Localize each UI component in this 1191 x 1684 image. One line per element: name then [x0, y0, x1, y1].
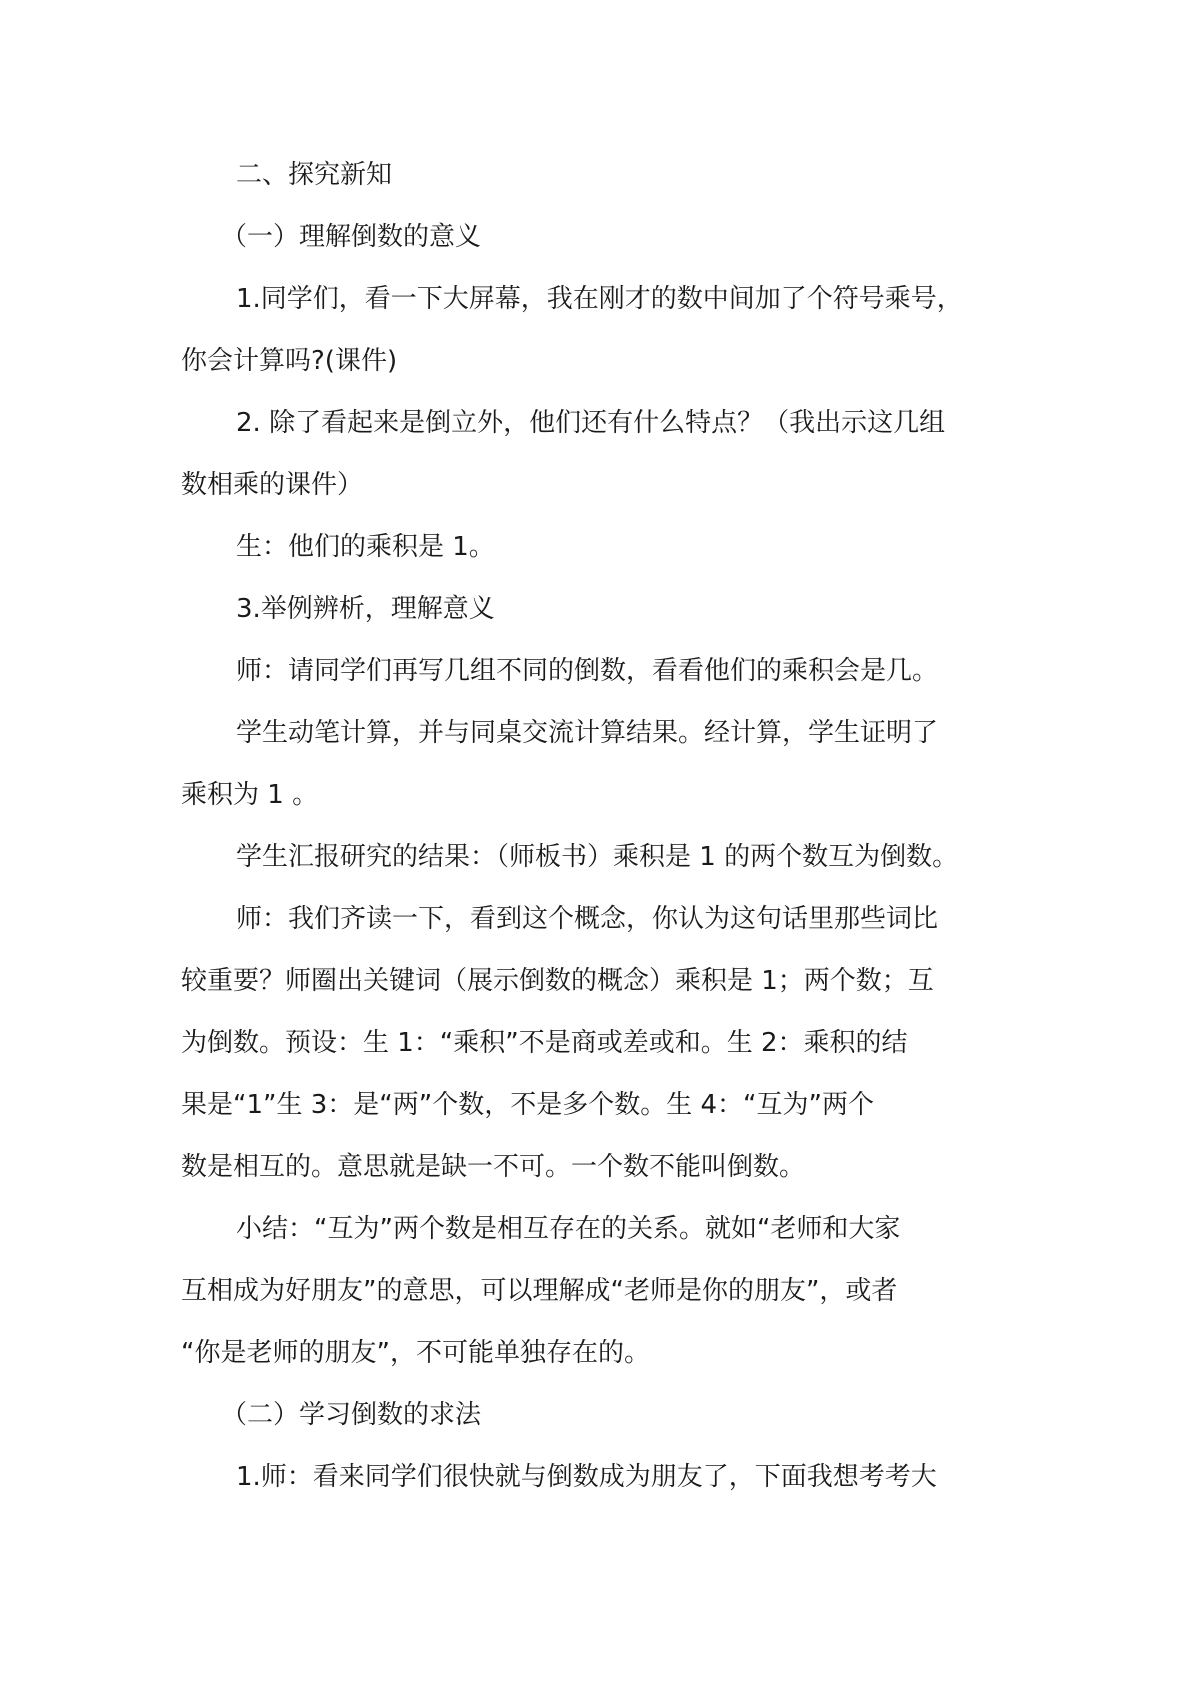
paragraph-line: 师：我们齐读一下，看到这个概念，你认为这句话里那些词比: [236, 904, 939, 934]
paragraph-line: 3.举例辨析，理解意义: [236, 594, 495, 624]
paragraph-line: 互相成为好朋友”的意思，可以理解成“老师是你的朋友”，或者: [181, 1276, 898, 1306]
section-heading: 二、探究新知: [236, 160, 393, 190]
paragraph-line: 1.同学们，看一下大屏幕，我在刚才的数中间加了个符号乘号，: [236, 284, 963, 314]
paragraph-line: 乘积为 1 。: [181, 780, 319, 810]
paragraph-line: 较重要？师圈出关键词（展示倒数的概念）乘积是 1；两个数；互: [181, 966, 934, 996]
paragraph-line: 学生动笔计算，并与同桌交流计算结果。经计算，学生证明了: [236, 718, 939, 748]
paragraph-line: 学生汇报研究的结果：（师板书）乘积是 1 的两个数互为倒数。: [236, 842, 959, 872]
paragraph-line: 生：他们的乘积是 1。: [236, 532, 495, 562]
paragraph-line: 数是相互的。意思就是缺一不可。一个数不能叫倒数。: [181, 1152, 806, 1182]
paragraph-line: 2. 除了看起来是倒立外，他们还有什么特点？（我出示这几组: [236, 408, 946, 438]
paragraph-line: 小结：“互为”两个数是相互存在的关系。就如“老师和大家: [236, 1214, 901, 1244]
paragraph-line: 为倒数。预设：生 1：“乘积”不是商或差或和。生 2：乘积的结: [181, 1028, 908, 1058]
paragraph-line: 你会计算吗?(课件): [181, 346, 398, 376]
paragraph-line: 1.师：看来同学们很快就与倒数成为朋友了，下面我想考考大: [236, 1462, 937, 1492]
paragraph-line: 师：请同学们再写几组不同的倒数，看看他们的乘积会是几。: [236, 656, 939, 686]
subsection-heading: （一）理解倒数的意义: [221, 222, 482, 252]
paragraph-line: 果是“1”生 3：是“两”个数，不是多个数。生 4：“互为”两个: [181, 1090, 874, 1120]
paragraph-line: “你是老师的朋友”，不可能单独存在的。: [181, 1338, 650, 1368]
paragraph-line: 数相乘的课件）: [181, 470, 364, 500]
subsection-heading: （二）学习倒数的求法: [221, 1400, 482, 1430]
